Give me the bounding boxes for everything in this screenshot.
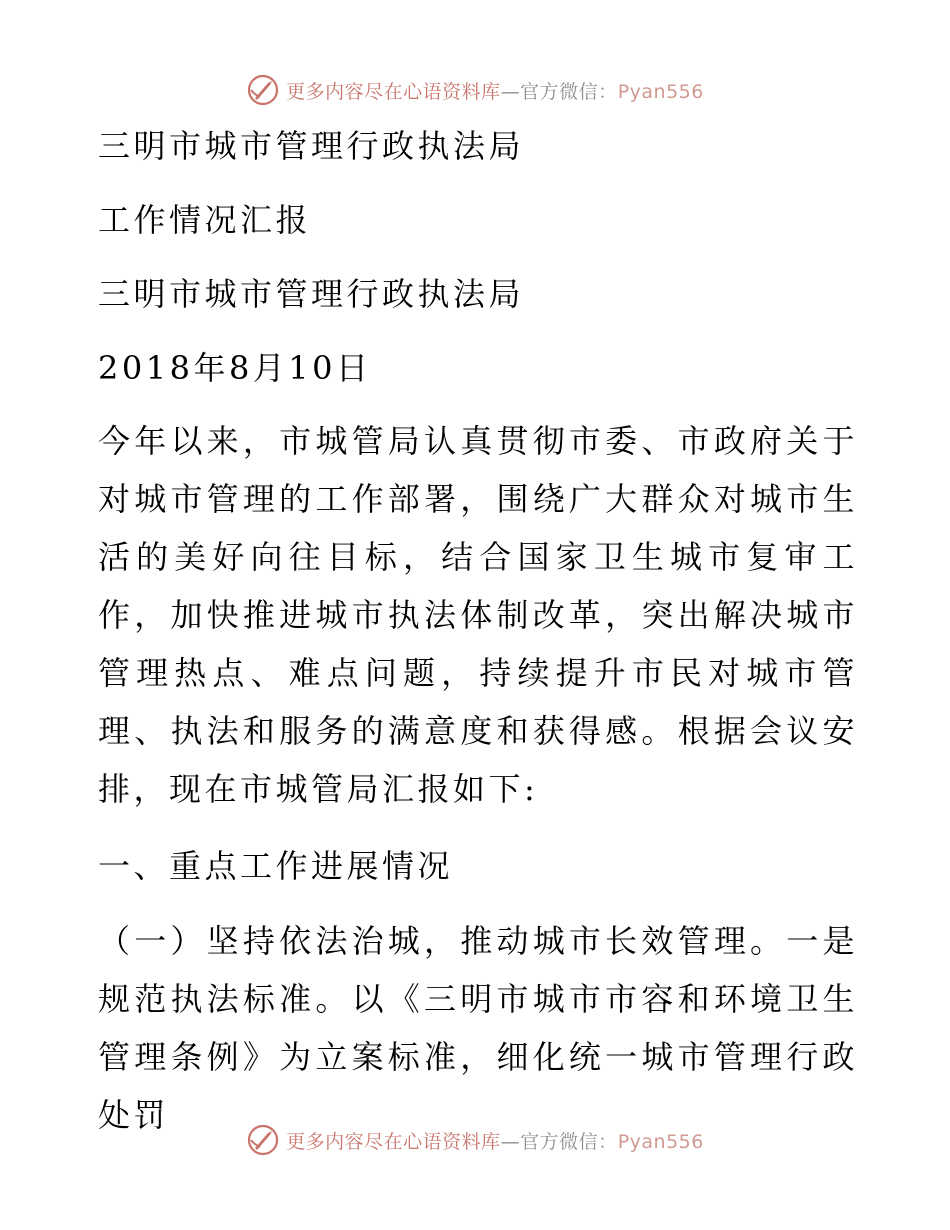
watermark-separator: — — [500, 80, 521, 103]
watermark-wechat-id: Pyan556 — [617, 1130, 704, 1153]
document-title-line1: 三明市城市管理行政执法局 — [98, 127, 525, 165]
quill-pen-icon — [246, 1123, 280, 1157]
watermark-brand: 更多内容尽在心语资料库 — [286, 80, 501, 103]
watermark-text — [286, 77, 704, 104]
document-title-line2: 工作情况汇报 — [98, 201, 312, 239]
document-author: 三明市城市管理行政执法局 — [98, 275, 525, 313]
subsection-paragraph: （一）坚持依法治城，推动城市长效管理。一是规范执法标准。以《三明市城市市容和环境卫生管理条例》为立案标准，细化统一城市管理行政处罚 — [98, 922, 858, 1134]
watermark-wechat-label: 官方微信： — [520, 1130, 618, 1153]
watermark-wechat-id: Pyan556 — [617, 80, 704, 103]
watermark-separator: — — [500, 1130, 521, 1153]
section-heading: 一、重点工作进展情况 — [98, 847, 454, 885]
watermark-wechat-label: 官方微信： — [520, 80, 618, 103]
quill-pen-icon — [246, 73, 280, 107]
document-date: 2018年8月10日 — [98, 349, 372, 387]
watermark-text — [286, 1127, 704, 1154]
footer-watermark — [0, 1120, 950, 1160]
intro-paragraph: 今年以来，市城管局认真贯彻市委、市政府关于对城市管理的工作部署，围绕广大群众对城市生活的美好向往目标，结合国家卫生城市复审工作，加快推进城市执法体制改革，突出解决城市管理热点、难点问题，持续提升市民对城市管理、执法和服务的满意度和获得感。根据会议安排，现在市城管局汇报如下: — [98, 422, 858, 808]
header-watermark — [0, 70, 950, 110]
watermark-brand: 更多内容尽在心语资料库 — [286, 1130, 501, 1153]
